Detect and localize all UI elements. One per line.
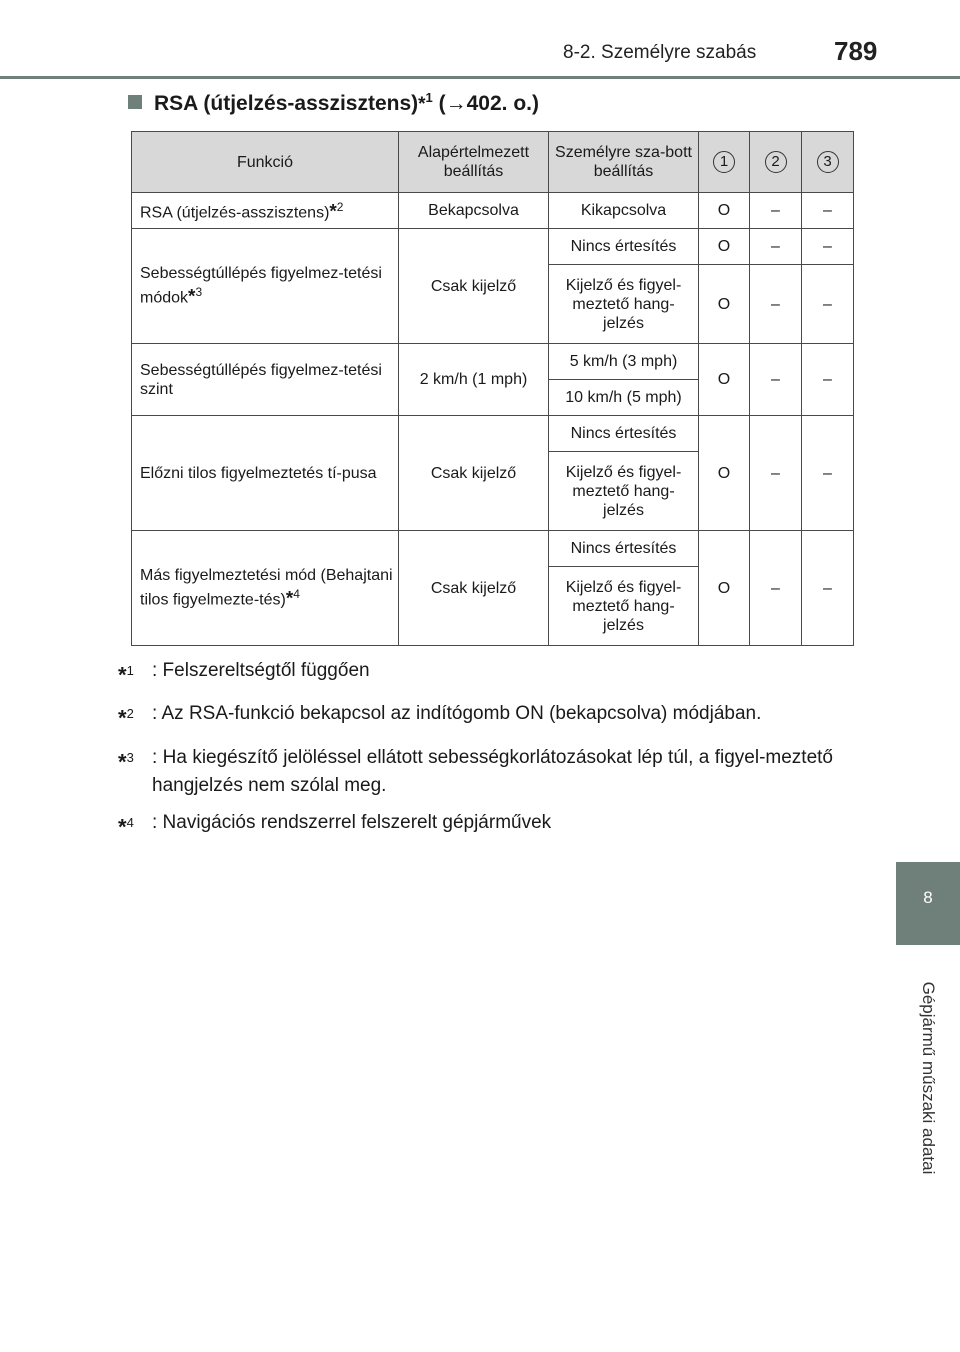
cell-default: Csak kijelző xyxy=(399,531,549,646)
footnote-star: * xyxy=(118,705,127,731)
cell-col2: – xyxy=(750,416,802,531)
footnote-text: : Navigációs rendszerrel felszerelt gépjárművek xyxy=(152,811,552,833)
cell-col2: – xyxy=(750,229,802,265)
footnote-ref: 1 xyxy=(425,90,433,105)
cell-col3: – xyxy=(802,531,854,646)
table-header-row xyxy=(132,132,854,193)
header-section-title: 8-2. Személyre szabás xyxy=(563,42,757,63)
header-col1 xyxy=(699,132,750,193)
circled-2-icon: 2 xyxy=(765,151,787,173)
footnote-star: * xyxy=(329,201,337,223)
cell-col2: – xyxy=(750,531,802,646)
cell-custom: Nincs értesítés xyxy=(549,531,699,567)
table-row xyxy=(132,193,854,229)
cell-custom: 10 km/h (5 mph) xyxy=(549,380,699,416)
cell-custom: Kijelző és figyel-meztető hang-jelzés xyxy=(549,567,699,646)
footnote-item xyxy=(118,744,833,800)
cell-function-text: Más figyelmeztetési mód (Behajtani tilos figyelmezte-tés) xyxy=(140,567,393,609)
footnote-text: : Az RSA-funkció bekapcsol az indítógomb ON (bekapcsolva) módjában. xyxy=(152,703,762,725)
table-row xyxy=(132,229,854,265)
header-col2 xyxy=(750,132,802,193)
cell-col1: O xyxy=(699,344,750,416)
footnote-item xyxy=(118,657,833,691)
cell-custom: Kijelző és figyel-meztető hang-jelzés xyxy=(549,265,699,344)
footnotes xyxy=(118,657,833,852)
cell-function-text: Sebességtúllépés figyelmez-tetési módok xyxy=(140,265,382,307)
cell-custom: Kikapcsolva xyxy=(549,193,699,229)
cell-default: 2 km/h (1 mph) xyxy=(399,344,549,416)
cell-custom: Nincs értesítés xyxy=(549,229,699,265)
page-number: 789 xyxy=(834,36,878,66)
cell-col3: – xyxy=(802,193,854,229)
header-default: Alapértelmezett beállítás xyxy=(399,132,549,193)
cell-function xyxy=(132,229,399,344)
cell-col3: – xyxy=(802,229,854,265)
footnote-item xyxy=(118,700,833,734)
footnote-star: * xyxy=(188,286,196,308)
header-divider xyxy=(0,76,960,79)
footnote-star: * xyxy=(118,662,127,688)
cell-col1: O xyxy=(699,229,750,265)
cell-col3: – xyxy=(802,416,854,531)
footnote-marker xyxy=(118,700,152,734)
cell-function-text: RSA (útjelzés-asszisztens) xyxy=(140,204,330,222)
table-row xyxy=(132,344,854,380)
cell-col1: O xyxy=(699,265,750,344)
footnote-number: 1 xyxy=(126,663,134,678)
chapter-tab xyxy=(896,862,960,945)
header-custom: Személyre sza-bott beállítás xyxy=(549,132,699,193)
footnote-star: * xyxy=(118,748,127,774)
cell-function xyxy=(132,193,399,229)
chapter-title: Gépjármű műszaki adatai xyxy=(919,981,938,1175)
footnote-ref: 4 xyxy=(293,587,300,602)
settings-table xyxy=(131,131,854,646)
cell-col3: – xyxy=(802,344,854,416)
footnote-ref: 3 xyxy=(195,285,203,300)
footnote-marker xyxy=(118,744,152,800)
footnote-marker xyxy=(118,657,152,691)
footnote-star: * xyxy=(285,588,294,610)
footnote-item xyxy=(118,809,833,843)
cell-col1: O xyxy=(699,416,750,531)
footnote-number: 3 xyxy=(126,749,134,765)
footnote-number: 4 xyxy=(126,814,134,830)
cell-default: Csak kijelző xyxy=(399,229,549,344)
header-function: Funkció xyxy=(132,132,399,193)
cell-col1: O xyxy=(699,531,750,646)
section-heading xyxy=(128,90,539,116)
cell-custom: Nincs értesítés xyxy=(549,416,699,452)
footnote-star: * xyxy=(418,94,426,115)
cell-col2: – xyxy=(750,265,802,344)
chapter-number: 8 xyxy=(923,888,933,907)
cell-function: Előzni tilos figyelmeztetés tí-pusa xyxy=(132,416,399,531)
square-bullet-icon xyxy=(128,95,142,109)
circled-1-icon: 1 xyxy=(713,151,735,173)
cell-custom: 5 km/h (3 mph) xyxy=(549,344,699,380)
cell-function: Sebességtúllépés figyelmez-tetési szint xyxy=(132,344,399,416)
table-row xyxy=(132,531,854,567)
footnote-text: : Ha kiegészítő jelöléssel ellátott sebességkorlátozásokat lép túl, a figyel-meztető hangjelzés nem szólal meg. xyxy=(152,746,833,796)
section-heading-text: RSA (útjelzés-asszisztens) xyxy=(154,92,419,115)
cell-function xyxy=(132,531,399,646)
cell-col1: O xyxy=(699,193,750,229)
footnote-star: * xyxy=(118,813,127,839)
cell-custom: Kijelző és figyel-meztető hang-jelzés xyxy=(549,452,699,531)
cell-col2: – xyxy=(750,193,802,229)
footnote-marker xyxy=(118,809,152,843)
table-row xyxy=(132,416,854,452)
cell-default: Csak kijelző xyxy=(399,416,549,531)
cell-default: Bekapcsolva xyxy=(399,193,549,229)
page-reference: (→402. o.) xyxy=(438,92,539,115)
header-col3 xyxy=(802,132,854,193)
footnote-text: : Felszereltségtől függően xyxy=(152,660,370,681)
footnote-number: 2 xyxy=(126,706,134,722)
cell-col2: – xyxy=(750,344,802,416)
cell-col3: – xyxy=(802,265,854,344)
circled-3-icon: 3 xyxy=(817,151,839,173)
footnote-ref: 2 xyxy=(336,200,344,215)
